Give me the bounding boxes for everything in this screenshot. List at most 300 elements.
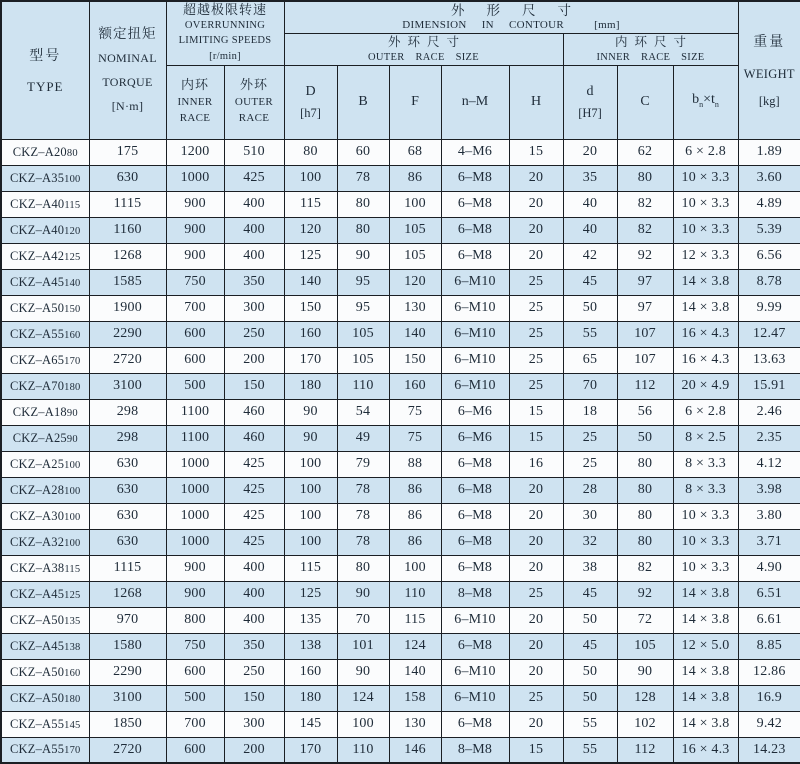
cell-B: 105 — [337, 321, 389, 347]
cell-d: 50 — [563, 685, 617, 711]
cell-n-M: 6–M8 — [441, 477, 509, 503]
cell-F: 110 — [389, 581, 441, 607]
cell-F: 100 — [389, 191, 441, 217]
cell-C: 107 — [617, 321, 673, 347]
cell-F: 105 — [389, 217, 441, 243]
cell-F: 120 — [389, 269, 441, 295]
cell-n-M: 6–M10 — [441, 269, 509, 295]
torque-label-en2: TORQUE — [102, 75, 153, 90]
cell-d: 55 — [563, 737, 617, 763]
cell-D: 100 — [284, 451, 337, 477]
cell-d: 35 — [563, 165, 617, 191]
cell-torque: 3100 — [89, 685, 166, 711]
cell-inner-speed: 1100 — [166, 425, 224, 451]
col-header-dimension — [284, 1, 738, 33]
cell-B: 78 — [337, 165, 389, 191]
cell-outer-speed: 400 — [224, 217, 284, 243]
cell-weight: 3.80 — [738, 503, 800, 529]
speeds-label-en1: OVERRUNNING — [184, 19, 266, 31]
cell-model: CKZ–A70180 — [1, 373, 89, 399]
type-label-zh: 型号 — [29, 49, 62, 65]
cell-model: CKZ–A2590 — [1, 425, 89, 451]
cell-D: 170 — [284, 737, 337, 763]
cell-inner-speed: 600 — [166, 659, 224, 685]
table-row — [1, 555, 800, 581]
cell-torque: 1900 — [89, 295, 166, 321]
table-row — [1, 165, 800, 191]
cell-B: 78 — [337, 503, 389, 529]
cell-B: 79 — [337, 451, 389, 477]
cell-D: 145 — [284, 711, 337, 737]
cell-outer-speed: 400 — [224, 581, 284, 607]
cell-C: 105 — [617, 633, 673, 659]
cell-inner-speed: 1000 — [166, 477, 224, 503]
cell-D: 115 — [284, 555, 337, 581]
cell-bxt: 14 × 3.8 — [673, 295, 738, 321]
cell-d: 42 — [563, 243, 617, 269]
cell-bxt: 14 × 3.8 — [673, 685, 738, 711]
cell-d: 25 — [563, 451, 617, 477]
cell-d: 50 — [563, 607, 617, 633]
cell-n-M: 6–M8 — [441, 451, 509, 477]
table-row — [1, 269, 800, 295]
cell-model: CKZ–A30100 — [1, 503, 89, 529]
cell-F: 150 — [389, 347, 441, 373]
cell-inner-speed: 900 — [166, 217, 224, 243]
cell-H: 25 — [509, 373, 563, 399]
cell-B: 80 — [337, 555, 389, 581]
cell-H: 25 — [509, 685, 563, 711]
weight-unit: [kg] — [758, 94, 780, 109]
table-row — [1, 581, 800, 607]
cell-D: 138 — [284, 633, 337, 659]
cell-n-M: 6–M8 — [441, 503, 509, 529]
cell-C: 97 — [617, 295, 673, 321]
cell-model: CKZ–A55160 — [1, 321, 89, 347]
cell-F: 105 — [389, 243, 441, 269]
speeds-unit: [r/min] — [209, 50, 241, 62]
inner-size-label-zh: 内环尺寸 — [615, 35, 694, 49]
cell-B: 60 — [337, 139, 389, 165]
cell-H: 20 — [509, 191, 563, 217]
cell-model: CKZ–A25100 — [1, 451, 89, 477]
cell-torque: 2720 — [89, 737, 166, 763]
cell-torque: 298 — [89, 399, 166, 425]
col-header-H: H — [509, 65, 563, 139]
cell-D: 90 — [284, 399, 337, 425]
cell-torque: 2290 — [89, 321, 166, 347]
col-header-bxt: $b_n\times t_n$ — [673, 65, 738, 139]
table-row — [1, 633, 800, 659]
speeds-label-en2: LIMITING SPEEDS — [178, 35, 272, 47]
cell-n-M: 6–M8 — [441, 529, 509, 555]
cell-weight: 6.61 — [738, 607, 800, 633]
cell-F: 75 — [389, 399, 441, 425]
cell-B: 78 — [337, 477, 389, 503]
cell-D: 100 — [284, 165, 337, 191]
outer-size-label-en: OUTER RACE SIZE — [368, 52, 479, 63]
cell-outer-speed: 150 — [224, 373, 284, 399]
col-header-outer-race: 外环 OUTER RACE — [224, 65, 284, 139]
cell-d: 65 — [563, 347, 617, 373]
cell-weight: 6.56 — [738, 243, 800, 269]
cell-H: 20 — [509, 633, 563, 659]
cell-torque: 3100 — [89, 373, 166, 399]
dimension-label-zh: 外形尺寸 — [451, 3, 594, 19]
cell-bxt: 16 × 4.3 — [673, 737, 738, 763]
cell-outer-speed: 460 — [224, 399, 284, 425]
cell-H: 15 — [509, 399, 563, 425]
cell-bxt: 8 × 2.5 — [673, 425, 738, 451]
cell-n-M: 6–M8 — [441, 555, 509, 581]
weight-label-en: WEIGHT — [743, 67, 795, 82]
cell-weight: 8.85 — [738, 633, 800, 659]
table-row — [1, 685, 800, 711]
cell-bxt: 8 × 3.3 — [673, 477, 738, 503]
table-row — [1, 399, 800, 425]
cell-outer-speed: 250 — [224, 321, 284, 347]
cell-outer-speed: 400 — [224, 191, 284, 217]
cell-outer-speed: 300 — [224, 711, 284, 737]
cell-torque: 630 — [89, 451, 166, 477]
cell-inner-speed: 1000 — [166, 503, 224, 529]
cell-D: 80 — [284, 139, 337, 165]
cell-model: CKZ–A45138 — [1, 633, 89, 659]
cell-D: 115 — [284, 191, 337, 217]
cell-B: 100 — [337, 711, 389, 737]
cell-H: 16 — [509, 451, 563, 477]
cell-inner-speed: 600 — [166, 347, 224, 373]
speeds-label-zh: 超越极限转速 — [182, 2, 267, 18]
cell-bxt: 20 × 4.9 — [673, 373, 738, 399]
cell-D: 90 — [284, 425, 337, 451]
cell-n-M: 6–M10 — [441, 373, 509, 399]
cell-inner-speed: 900 — [166, 243, 224, 269]
cell-model: CKZ–A40115 — [1, 191, 89, 217]
cell-F: 160 — [389, 373, 441, 399]
cell-C: 92 — [617, 243, 673, 269]
col-header-D: D [h7] — [284, 65, 337, 139]
cell-outer-speed: 425 — [224, 477, 284, 503]
cell-bxt: 8 × 3.3 — [673, 451, 738, 477]
cell-n-M: 6–M8 — [441, 633, 509, 659]
cell-B: 80 — [337, 191, 389, 217]
cell-D: 180 — [284, 685, 337, 711]
cell-H: 25 — [509, 269, 563, 295]
cell-n-M: 6–M6 — [441, 399, 509, 425]
cell-weight: 4.90 — [738, 555, 800, 581]
table-row — [1, 607, 800, 633]
torque-unit: [N·m] — [111, 99, 144, 114]
cell-C: 72 — [617, 607, 673, 633]
cell-outer-speed: 200 — [224, 347, 284, 373]
col-header-F: F — [389, 65, 441, 139]
cell-C: 82 — [617, 191, 673, 217]
cell-D: 150 — [284, 295, 337, 321]
cell-B: 78 — [337, 529, 389, 555]
cell-d: 70 — [563, 373, 617, 399]
cell-F: 115 — [389, 607, 441, 633]
cell-outer-speed: 400 — [224, 243, 284, 269]
table-row — [1, 321, 800, 347]
cell-inner-speed: 1200 — [166, 139, 224, 165]
cell-D: 135 — [284, 607, 337, 633]
cell-H: 20 — [509, 711, 563, 737]
cell-D: 140 — [284, 269, 337, 295]
cell-model: CKZ–A45140 — [1, 269, 89, 295]
cell-inner-speed: 700 — [166, 711, 224, 737]
cell-inner-speed: 1000 — [166, 165, 224, 191]
col-header-torque — [89, 1, 166, 139]
cell-outer-speed: 350 — [224, 633, 284, 659]
table-row — [1, 451, 800, 477]
cell-D: 170 — [284, 347, 337, 373]
cell-weight: 14.23 — [738, 737, 800, 763]
cell-model: CKZ–A28100 — [1, 477, 89, 503]
cell-outer-speed: 425 — [224, 503, 284, 529]
cell-B: 110 — [337, 737, 389, 763]
cell-C: 50 — [617, 425, 673, 451]
cell-n-M: 8–M8 — [441, 581, 509, 607]
cell-bxt: 14 × 3.8 — [673, 659, 738, 685]
cell-H: 15 — [509, 139, 563, 165]
cell-inner-speed: 750 — [166, 269, 224, 295]
col-header-outer-race-size — [284, 33, 563, 65]
cell-model: CKZ–A38115 — [1, 555, 89, 581]
cell-bxt: 12 × 5.0 — [673, 633, 738, 659]
cell-torque: 630 — [89, 503, 166, 529]
table-row — [1, 347, 800, 373]
cell-C: 80 — [617, 451, 673, 477]
cell-torque: 1268 — [89, 581, 166, 607]
cell-d: 45 — [563, 581, 617, 607]
cell-outer-speed: 425 — [224, 529, 284, 555]
cell-F: 86 — [389, 477, 441, 503]
cell-n-M: 4–M6 — [441, 139, 509, 165]
cell-B: 101 — [337, 633, 389, 659]
cell-bxt: 14 × 3.8 — [673, 269, 738, 295]
cell-H: 20 — [509, 659, 563, 685]
cell-torque: 1580 — [89, 633, 166, 659]
cell-H: 25 — [509, 581, 563, 607]
cell-outer-speed: 510 — [224, 139, 284, 165]
col-header-C: C — [617, 65, 673, 139]
inner-size-label-en: INNER RACE SIZE — [596, 52, 705, 63]
cell-C: 112 — [617, 737, 673, 763]
cell-weight: 15.91 — [738, 373, 800, 399]
cell-n-M: 6–M10 — [441, 685, 509, 711]
col-header-weight — [738, 1, 800, 139]
cell-B: 80 — [337, 217, 389, 243]
cell-F: 88 — [389, 451, 441, 477]
cell-torque: 2720 — [89, 347, 166, 373]
cell-inner-speed: 1000 — [166, 529, 224, 555]
cell-d: 50 — [563, 295, 617, 321]
cell-B: 90 — [337, 581, 389, 607]
cell-d: 55 — [563, 711, 617, 737]
cell-B: 110 — [337, 373, 389, 399]
cell-n-M: 6–M8 — [441, 217, 509, 243]
cell-F: 158 — [389, 685, 441, 711]
cell-d: 20 — [563, 139, 617, 165]
cell-inner-speed: 700 — [166, 295, 224, 321]
cell-F: 124 — [389, 633, 441, 659]
cell-C: 90 — [617, 659, 673, 685]
cell-bxt: 10 × 3.3 — [673, 529, 738, 555]
cell-B: 70 — [337, 607, 389, 633]
cell-model: CKZ–A55145 — [1, 711, 89, 737]
cell-H: 20 — [509, 243, 563, 269]
cell-bxt: 14 × 3.8 — [673, 581, 738, 607]
cell-inner-speed: 750 — [166, 633, 224, 659]
cell-C: 102 — [617, 711, 673, 737]
type-label-en: TYPE — [27, 79, 64, 95]
table-row — [1, 737, 800, 763]
cell-C: 82 — [617, 217, 673, 243]
cell-bxt: 10 × 3.3 — [673, 165, 738, 191]
table-header — [1, 1, 800, 139]
cell-bxt: 10 × 3.3 — [673, 555, 738, 581]
cell-n-M: 6–M10 — [441, 607, 509, 633]
cell-torque: 630 — [89, 529, 166, 555]
cell-torque: 970 — [89, 607, 166, 633]
table-row — [1, 477, 800, 503]
cell-bxt: 6 × 2.8 — [673, 399, 738, 425]
cell-model: CKZ–A32100 — [1, 529, 89, 555]
cell-torque: 630 — [89, 477, 166, 503]
cell-inner-speed: 1000 — [166, 451, 224, 477]
cell-inner-speed: 900 — [166, 191, 224, 217]
col-header-B: B — [337, 65, 389, 139]
cell-C: 80 — [617, 477, 673, 503]
cell-d: 38 — [563, 555, 617, 581]
cell-bxt: 12 × 3.3 — [673, 243, 738, 269]
table-row — [1, 191, 800, 217]
cell-torque: 1585 — [89, 269, 166, 295]
cell-model: CKZ–A65170 — [1, 347, 89, 373]
cell-B: 105 — [337, 347, 389, 373]
cell-model: CKZ–A50135 — [1, 607, 89, 633]
cell-torque: 630 — [89, 165, 166, 191]
cell-d: 30 — [563, 503, 617, 529]
cell-bxt: 16 × 4.3 — [673, 321, 738, 347]
cell-model: CKZ–A50180 — [1, 685, 89, 711]
col-header-n-M: n–M — [441, 65, 509, 139]
cell-C: 128 — [617, 685, 673, 711]
cell-bxt: 6 × 2.8 — [673, 139, 738, 165]
table-row — [1, 243, 800, 269]
cell-bxt: 16 × 4.3 — [673, 347, 738, 373]
col-header-type — [1, 1, 89, 139]
cell-weight: 2.35 — [738, 425, 800, 451]
cell-D: 160 — [284, 659, 337, 685]
table-row — [1, 529, 800, 555]
cell-d: 55 — [563, 321, 617, 347]
cell-weight: 13.63 — [738, 347, 800, 373]
cell-inner-speed: 900 — [166, 581, 224, 607]
cell-n-M: 6–M8 — [441, 191, 509, 217]
cell-C: 62 — [617, 139, 673, 165]
cell-torque: 1115 — [89, 191, 166, 217]
cell-torque: 1160 — [89, 217, 166, 243]
cell-weight: 3.71 — [738, 529, 800, 555]
cell-D: 120 — [284, 217, 337, 243]
cell-B: 90 — [337, 243, 389, 269]
cell-n-M: 6–M8 — [441, 243, 509, 269]
cell-d: 45 — [563, 633, 617, 659]
cell-inner-speed: 800 — [166, 607, 224, 633]
cell-H: 15 — [509, 425, 563, 451]
cell-H: 25 — [509, 295, 563, 321]
cell-F: 86 — [389, 529, 441, 555]
cell-outer-speed: 250 — [224, 659, 284, 685]
cell-B: 54 — [337, 399, 389, 425]
cell-model: CKZ–A42125 — [1, 243, 89, 269]
cell-F: 100 — [389, 555, 441, 581]
cell-outer-speed: 300 — [224, 295, 284, 321]
cell-n-M: 6–M8 — [441, 711, 509, 737]
cell-model: CKZ–A45125 — [1, 581, 89, 607]
cell-weight: 4.12 — [738, 451, 800, 477]
cell-outer-speed: 460 — [224, 425, 284, 451]
cell-model: CKZ–A2080 — [1, 139, 89, 165]
cell-F: 130 — [389, 295, 441, 321]
cell-F: 130 — [389, 711, 441, 737]
cell-d: 32 — [563, 529, 617, 555]
table-row — [1, 373, 800, 399]
cell-model: CKZ–A50160 — [1, 659, 89, 685]
cell-weight: 3.98 — [738, 477, 800, 503]
cell-n-M: 6–M10 — [441, 295, 509, 321]
cell-n-M: 6–M10 — [441, 347, 509, 373]
cell-model: CKZ–A40120 — [1, 217, 89, 243]
cell-H: 25 — [509, 321, 563, 347]
table-row — [1, 295, 800, 321]
cell-H: 15 — [509, 737, 563, 763]
cell-C: 80 — [617, 165, 673, 191]
cell-outer-speed: 350 — [224, 269, 284, 295]
cell-outer-speed: 200 — [224, 737, 284, 763]
weight-label-zh: 重量 — [753, 35, 786, 51]
cell-n-M: 6–M8 — [441, 165, 509, 191]
cell-F: 68 — [389, 139, 441, 165]
col-header-d: d [H7] — [563, 65, 617, 139]
cell-n-M: 6–M6 — [441, 425, 509, 451]
dimension-label-en: DIMENSION IN CONTOUR [mm] — [402, 19, 620, 32]
cell-D: 125 — [284, 243, 337, 269]
cell-weight: 12.86 — [738, 659, 800, 685]
cell-F: 86 — [389, 503, 441, 529]
cell-C: 80 — [617, 503, 673, 529]
cell-H: 20 — [509, 477, 563, 503]
cell-F: 75 — [389, 425, 441, 451]
cell-outer-speed: 425 — [224, 165, 284, 191]
cell-inner-speed: 1100 — [166, 399, 224, 425]
cell-B: 90 — [337, 659, 389, 685]
cell-F: 140 — [389, 321, 441, 347]
table-row — [1, 217, 800, 243]
table-body — [1, 139, 800, 763]
cell-bxt: 10 × 3.3 — [673, 191, 738, 217]
cell-C: 112 — [617, 373, 673, 399]
cell-weight: 9.42 — [738, 711, 800, 737]
cell-outer-speed: 425 — [224, 451, 284, 477]
cell-torque: 1850 — [89, 711, 166, 737]
cell-inner-speed: 500 — [166, 685, 224, 711]
cell-outer-speed: 150 — [224, 685, 284, 711]
cell-outer-speed: 400 — [224, 607, 284, 633]
cell-weight: 4.89 — [738, 191, 800, 217]
